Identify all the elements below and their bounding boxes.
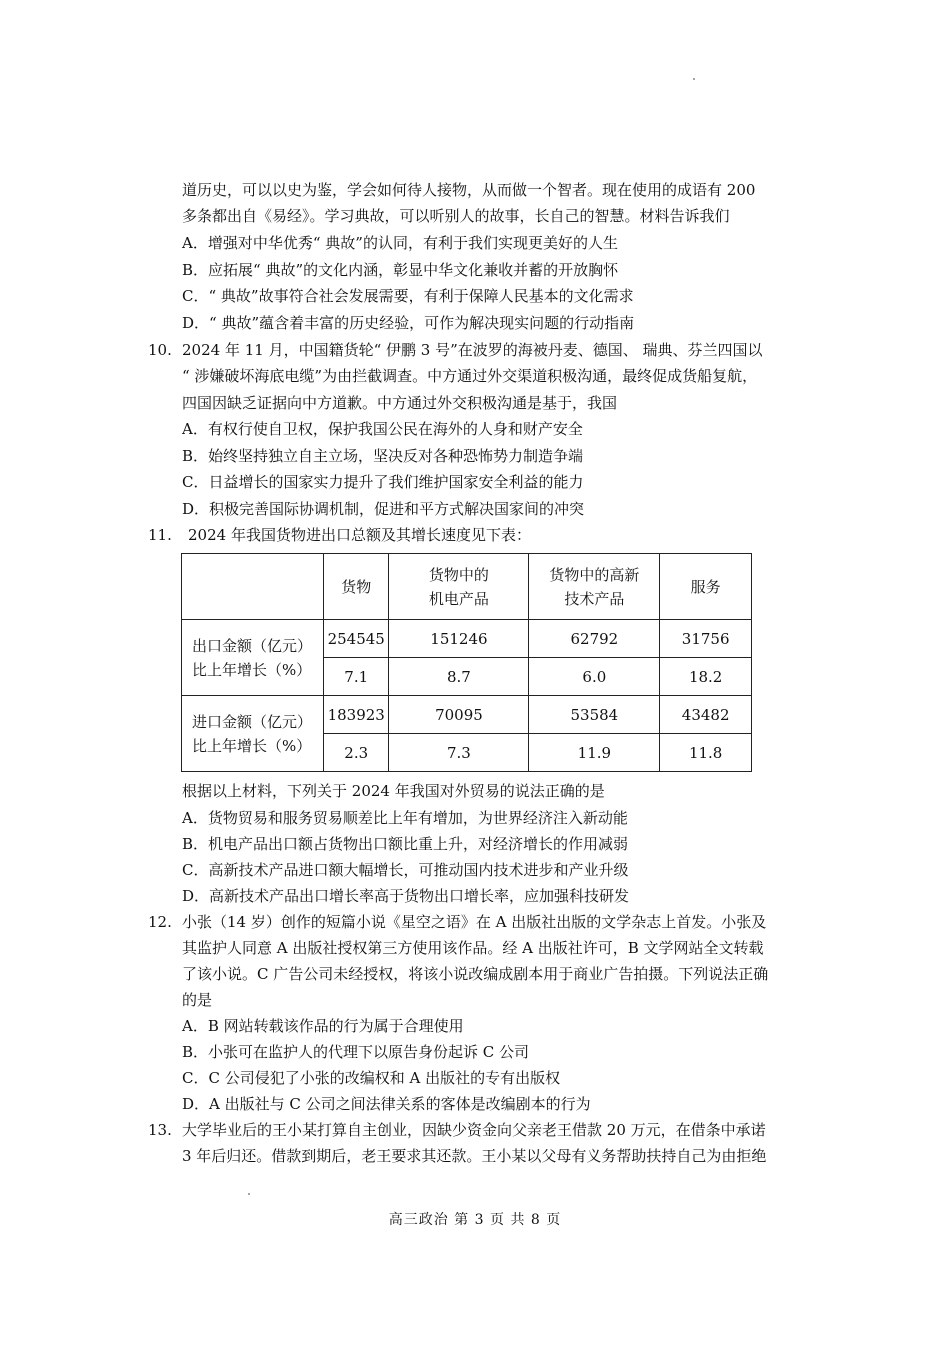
q9-stem-line: 多条都出自《易经》。学习典故，可以听别人的故事，长自己的智慧。材料告诉我们 <box>182 207 730 225</box>
import-growth-services: 11.8 <box>660 734 752 772</box>
export-row-label: 出口金额（亿元） 比上年增长（%） <box>182 620 324 696</box>
q13-stem-line: 3 年后归还。借款到期后，老王要求其还款。王小某以父母有义务帮助扶持自己为由拒绝 <box>182 1147 767 1165</box>
export-amount-goods: 254545 <box>323 620 388 658</box>
q11-option-a[interactable]: A．货物贸易和服务贸易顺差比上年有增加，为世界经济注入新动能 <box>182 809 628 827</box>
export-growth-goods: 7.1 <box>323 658 388 696</box>
import-amount-goods: 183923 <box>323 696 388 734</box>
q12-stem-line: 的是 <box>182 991 213 1009</box>
q10-number: 10. <box>148 341 172 359</box>
q11-option-c[interactable]: C．高新技术产品进口额大幅增长，可推动国内技术进步和产业升级 <box>182 861 629 879</box>
q10-stem-line: 四国因缺乏证据向中方道歉。中方通过外交积极沟通是基于，我国 <box>182 394 618 412</box>
q10-option-d[interactable]: D．积极完善国际协调机制，促进和平方式解决国家间的冲突 <box>182 500 585 518</box>
q11-intro: 2024 年我国货物进出口总额及其增长速度见下表： <box>188 526 531 544</box>
header-goods: 货物 <box>323 554 388 620</box>
q11-option-d[interactable]: D．高新技术产品出口增长率高于货物出口增长率，应加强科技研发 <box>182 887 630 905</box>
q12-stem-line: 其监护人同意 A 出版社授权第三方使用该作品。经 A 出版社许可，B 文学网站全文转载 <box>182 939 764 957</box>
q10-option-a[interactable]: A．有权行使自卫权，保护我国公民在海外的人身和财产安全 <box>182 420 583 438</box>
q11-stem: 根据以上材料，下列关于 2024 年我国对外贸易的说法正确的是 <box>182 782 605 800</box>
export-growth-services: 18.2 <box>660 658 752 696</box>
header-high-tech: 货物中的高新 技术产品 <box>529 554 660 620</box>
q10-stem-line: 2024 年 11 月，中国籍货轮“ 伊鹏 3 号”在波罗的海被丹麦、德国、 瑞典、芬兰四国以 <box>182 341 763 359</box>
header-services: 服务 <box>660 554 752 620</box>
q10-option-c[interactable]: C．日益增长的国家实力提升了我们维护国家安全利益的能力 <box>182 473 584 491</box>
import-row-label: 进口金额（亿元） 比上年增长（%） <box>182 696 324 772</box>
q10-stem-line: “ 涉嫌破坏海底电缆”为由拦截调查。中方通过外交渠道积极沟通，最终促成货船复航， <box>182 367 758 385</box>
q12-stem-line: 了该小说。C 广告公司未经授权，将该小说改编成剧本用于商业广告拍摄。下列说法正确 <box>182 965 769 983</box>
q9-stem-line: 道历史，可以以史为鉴，学会如何待人接物，从而做一个智者。现在使用的成语有 200 <box>182 181 756 199</box>
import-amount-services: 43482 <box>660 696 752 734</box>
q12-option-a[interactable]: A．B 网站转载该作品的行为属于合理使用 <box>182 1017 464 1035</box>
page-footer: 高三政治 第 3 页 共 8 页 <box>388 1212 562 1228</box>
import-growth-goods: 2.3 <box>323 734 388 772</box>
import-amount-hightech: 53584 <box>529 696 660 734</box>
q9-option-d[interactable]: D．“ 典故”蕴含着丰富的历史经验，可作为解决现实问题的行动指南 <box>182 314 635 332</box>
export-amount-services: 31756 <box>660 620 752 658</box>
q12-option-b[interactable]: B．小张可在监护人的代理下以原告身份起诉 C 公司 <box>182 1043 530 1061</box>
q11-option-b[interactable]: B．机电产品出口额占货物出口额比重上升，对经济增长的作用减弱 <box>182 835 629 853</box>
q12-option-d[interactable]: D．A 出版社与 C 公司之间法律关系的客体是改编剧本的行为 <box>182 1095 591 1113</box>
q9-option-c[interactable]: C．“ 典故”故事符合社会发展需要，有利于保障人民基本的文化需求 <box>182 287 634 305</box>
q12-number: 12. <box>148 913 172 931</box>
q12-option-c[interactable]: C．C 公司侵犯了小张的改编权和 A 出版社的专有出版权 <box>182 1069 561 1087</box>
trade-table <box>181 553 752 772</box>
import-amount-mech: 70095 <box>389 696 529 734</box>
import-growth-hightech: 11.9 <box>529 734 660 772</box>
table-corner-cell <box>182 554 324 620</box>
q10-option-b[interactable]: B．始终坚持独立自主立场，坚决反对各种恐怖势力制造争端 <box>182 447 584 465</box>
export-growth-hightech: 6.0 <box>529 658 660 696</box>
q13-number: 13. <box>148 1121 172 1139</box>
import-growth-mech: 7.3 <box>389 734 529 772</box>
export-growth-mech: 8.7 <box>389 658 529 696</box>
scan-dot <box>693 78 695 80</box>
q12-stem-line: 小张（14 岁）创作的短篇小说《星空之语》在 A 出版社出版的文学杂志上首发。小张及 <box>182 913 767 931</box>
export-amount-mech: 151246 <box>389 620 529 658</box>
q9-option-a[interactable]: A．增强对中华优秀“ 典故”的认同，有利于我们实现更美好的人生 <box>182 234 618 252</box>
q11-number: 11. <box>148 526 172 544</box>
export-amount-hightech: 62792 <box>529 620 660 658</box>
header-mechanical-electrical: 货物中的 机电产品 <box>389 554 529 620</box>
q9-option-b[interactable]: B．应拓展“ 典故”的文化内涵，彰显中华文化兼收并蓄的开放胸怀 <box>182 261 619 279</box>
scan-dot <box>248 1193 250 1195</box>
q13-stem-line: 大学毕业后的王小某打算自主创业，因缺少资金向父亲老王借款 20 万元，在借条中承诺 <box>182 1121 766 1139</box>
